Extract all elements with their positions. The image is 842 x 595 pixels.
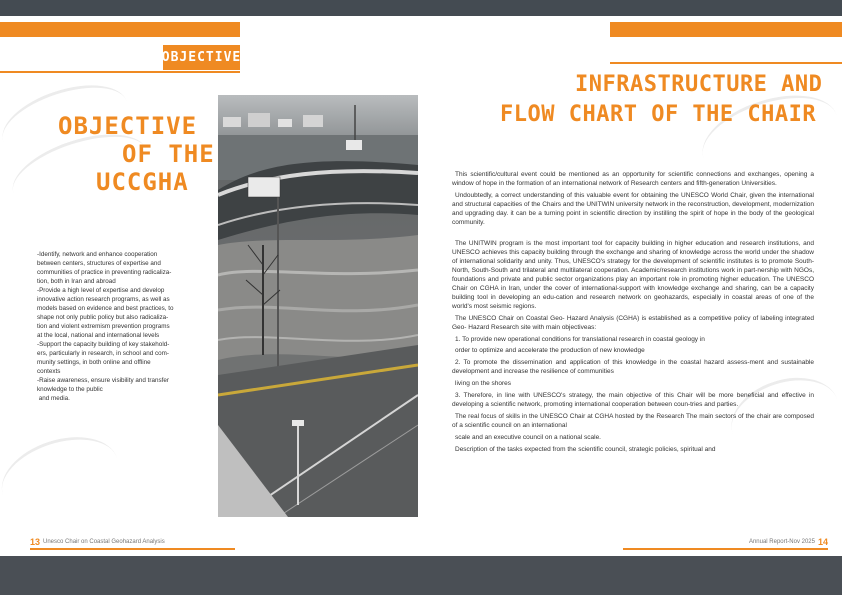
right-header-rule xyxy=(610,62,842,64)
right-title-line: INFRASTRUCTURE AND xyxy=(575,72,823,97)
body-line: contexts xyxy=(37,368,61,375)
section-tab: OBJECTIVE xyxy=(163,45,240,70)
paragraph: The UNITWIN program is the most important tool for capacity building in higher education and research institutions, and UNESCO achieves this capacity building through the exchange and sharing of knowledge across the world under the shadow of international solidarity and unity. Thus, UNESCO's strategy for the development of scientific institutes is to promote South-North, South-South and trilateral and multilateral cooperation. Academic/research institutions work in part-nership with NGOs, foundations and private and public sector organizations play an important role in promoting higher education. The UNESCO Chair on CGHA in Iran, under the cover of international-support with knowledge exchange and sharing, can be a capacity building tool in developing an edu-cation and research network on geohazards, especially in coastal areas of one of the world's most seismic regions. xyxy=(452,240,814,310)
body-line: -Provide a high level of expertise and develop xyxy=(37,287,165,294)
paragraph: Description of the tasks expected from the scientific council, strategic policies, spiritual and xyxy=(455,445,716,453)
decor-swoosh xyxy=(0,423,128,530)
body-line: -Identify, network and enhance cooperation xyxy=(37,251,158,258)
left-header-rule xyxy=(0,71,240,73)
paragraph: 3. Therefore, in line with UNESCO's strategy, the main objective of this Chair will be more beneficial and effective in developing a scientific network, promoting international cooperation between coun-tries and parties. xyxy=(452,392,814,408)
paragraph: 2. To promote the dissemination and application of this knowledge in the coastal hazard assess-ment and sustainable development and increase the resilience of communities xyxy=(452,359,814,376)
paragraph: scale and an executive council on a national scale. xyxy=(455,433,601,441)
body-line: -Raise awareness, ensure visibility and transfer xyxy=(37,377,169,384)
paragraph: order to optimize and accelerate the production of new knowledge xyxy=(455,347,645,355)
left-page-title xyxy=(30,112,215,196)
paragraph: living on the shores xyxy=(455,380,512,388)
page-number: 13 xyxy=(30,536,41,547)
body-line: and media. xyxy=(37,395,70,402)
left-title-line: OBJECTIVE xyxy=(58,112,198,140)
right-page-title xyxy=(470,70,823,130)
tsunami-photo-illustration xyxy=(218,95,418,517)
tsunami-photo xyxy=(218,95,418,517)
body-line: ers, particularly in research, in school and com- xyxy=(37,350,169,357)
body-line: communities of practice in preventing radicaliza- xyxy=(37,269,172,276)
bottom-band xyxy=(0,556,842,595)
paragraph: This scientific/cultural event could be mentioned as an opportunity for scientific connections and exchanges, opening a window of hope in the formation of an international network of Research centers and fifth-generation Universities. xyxy=(452,171,814,187)
body-line: shape not only public policy but also radicaliza- xyxy=(37,314,169,321)
paragraph: 1. To provide new operational conditions for translational research in coastal geology in xyxy=(455,335,705,343)
paragraph: The UNESCO Chair on Coastal Geo- Hazard Analysis (CGHA) is established as a competitive policy of labeling integrated Geo- Hazard Research site with main objectiveas: xyxy=(452,314,814,331)
footer-text: Unesco Chair on Coastal Geohazard Analysis xyxy=(43,538,165,545)
body-line: innovative action research programs, as well as xyxy=(37,296,170,303)
body-line: -Support the capacity building of key stakehold- xyxy=(37,341,170,348)
top-band xyxy=(0,0,842,16)
body-line: munity settings, in both online and offline xyxy=(37,359,151,366)
right-footer xyxy=(612,536,828,547)
body-line: knowledge to the public xyxy=(37,386,103,393)
left-body-text xyxy=(37,250,202,403)
footer-text: Annual Report-Nov 2025 xyxy=(748,538,815,545)
body-line: tion, both in Iran and abroad xyxy=(37,278,116,285)
left-footer xyxy=(30,536,250,547)
right-body-text xyxy=(452,171,814,454)
body-line: between centers, structures of expertise and xyxy=(37,260,161,267)
body-line: at the local, national and international levels xyxy=(37,332,160,339)
paragraph: Undoubtedly, a correct understanding of this valuable event for obtaining the UNESCO World Chair, given the international and structural capacities of the Chairs and the UNITWIN university network in the reconstruction, development, modernization and upgrading day. it can be a turning point in scientific direction by instilling the spirit of hope in the body of the geological community. xyxy=(452,191,814,226)
right-footer-rule xyxy=(623,548,828,550)
top-right-accent-bar xyxy=(610,22,842,37)
body-line: models based on evidence and best practices, to xyxy=(37,305,174,312)
left-footer-rule xyxy=(30,548,235,550)
top-left-accent-bar xyxy=(0,22,240,37)
paragraph: The real focus of skills in the UNESCO Chair at CGHA hosted by the Research The main sectors of the chair are composed of a scientific council on an international xyxy=(452,412,814,429)
right-title-line: FLOW CHART OF THE CHAIR xyxy=(500,102,817,127)
left-title-line: UCCGHA xyxy=(96,168,189,196)
page-number: 14 xyxy=(817,536,828,547)
body-line: tion and violent extremism prevention programs xyxy=(37,323,170,330)
left-title-line: OF THE xyxy=(122,140,215,168)
